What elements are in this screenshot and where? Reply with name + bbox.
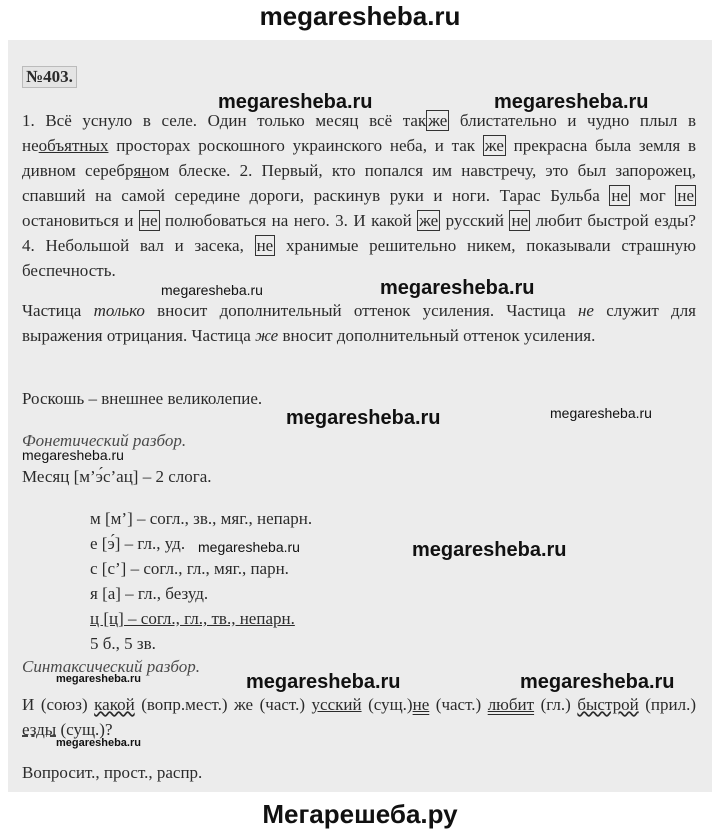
watermark: megaresheba.ru bbox=[246, 671, 401, 693]
phonetic-word: Месяц [м’э́с’ац] – 2 слога. bbox=[22, 467, 212, 486]
particle-box: же bbox=[484, 136, 504, 155]
particle-box: не bbox=[511, 211, 529, 230]
watermark: megaresheba.ru bbox=[494, 91, 649, 113]
sound-row: е [э́] – гл., уд. bbox=[90, 534, 186, 553]
watermark: megaresheba.ru bbox=[198, 539, 300, 555]
watermark: megaresheba.ru bbox=[56, 737, 141, 749]
word-definition: Роскошь – внешнее великолепие. bbox=[22, 389, 263, 408]
exercise-number: №403. bbox=[22, 66, 77, 88]
site-header: megaresheba.ru bbox=[259, 1, 461, 31]
sentence-type: Вопросит., прост., распр. bbox=[22, 763, 203, 782]
phonetic-heading: Фонетический разбор. bbox=[22, 431, 187, 450]
textbook-scan bbox=[8, 40, 712, 792]
particle-box: не bbox=[140, 211, 158, 230]
particle-box: не bbox=[611, 186, 628, 205]
sound-row: м [м’] – согл., зв., мяг., непарн. bbox=[90, 509, 313, 528]
particle-box: же bbox=[419, 211, 439, 230]
watermark: megaresheba.ru bbox=[412, 539, 567, 561]
particle-box: же bbox=[428, 111, 448, 130]
watermark: megaresheba.ru bbox=[218, 91, 373, 113]
syntax-sentence: И (союз) какой (вопр.мест.) же (част.) усский (сущ.)не (част.) любит (гл.) быстрой (прил.) езды (сущ.)? bbox=[22, 695, 696, 739]
watermark: megaresheba.ru bbox=[161, 282, 263, 298]
watermark: megaresheba.ru bbox=[380, 277, 535, 299]
watermark: megaresheba.ru bbox=[550, 405, 652, 421]
site-footer: Мегарешеба.ру bbox=[262, 799, 458, 829]
watermark: megaresheba.ru bbox=[22, 447, 124, 463]
exercise-text: 1. Всё уснуло в селе. Один только месяц всё так же блистательно и чудно плыл в необъятных просторах роскошного украинского неба, и так же прекрасна была земля в дивном серебряном блеске. 2. Первый, кто попался им навстречу, это был запорожец, спавший на самой середине дороги, раскинув руки и ноги. Тарас Бульба не мог не остановиться и не полюбоваться на него. 3. И какой же русский не любит быстрой езды? 4. Небольшой вал и засека, не хранимые решительно никем, показывали страшную беспечность. bbox=[22, 111, 696, 280]
sound-row: ц [ц] – согл., гл., тв., непарн. bbox=[90, 609, 295, 628]
watermark: megaresheba.ru bbox=[286, 407, 441, 429]
sound-row: я [а] – гл., безуд. bbox=[90, 584, 209, 603]
watermark: megaresheba.ru bbox=[520, 671, 675, 693]
particle-box: не bbox=[256, 236, 274, 255]
particle-box: не bbox=[677, 186, 694, 205]
particles-explanation: Частица только вносит дополнительный оттенок усиления. Частица не служит для выражения отрицания. Частица же вносит дополнительный оттенок усиления. bbox=[22, 301, 697, 345]
watermark: megaresheba.ru bbox=[56, 673, 141, 685]
sound-row: с [с’] – согл., гл., мяг., парн. bbox=[90, 559, 289, 578]
phonetic-summary: 5 б., 5 зв. bbox=[90, 634, 156, 653]
syntax-heading: Синтаксический разбор. bbox=[22, 657, 200, 676]
